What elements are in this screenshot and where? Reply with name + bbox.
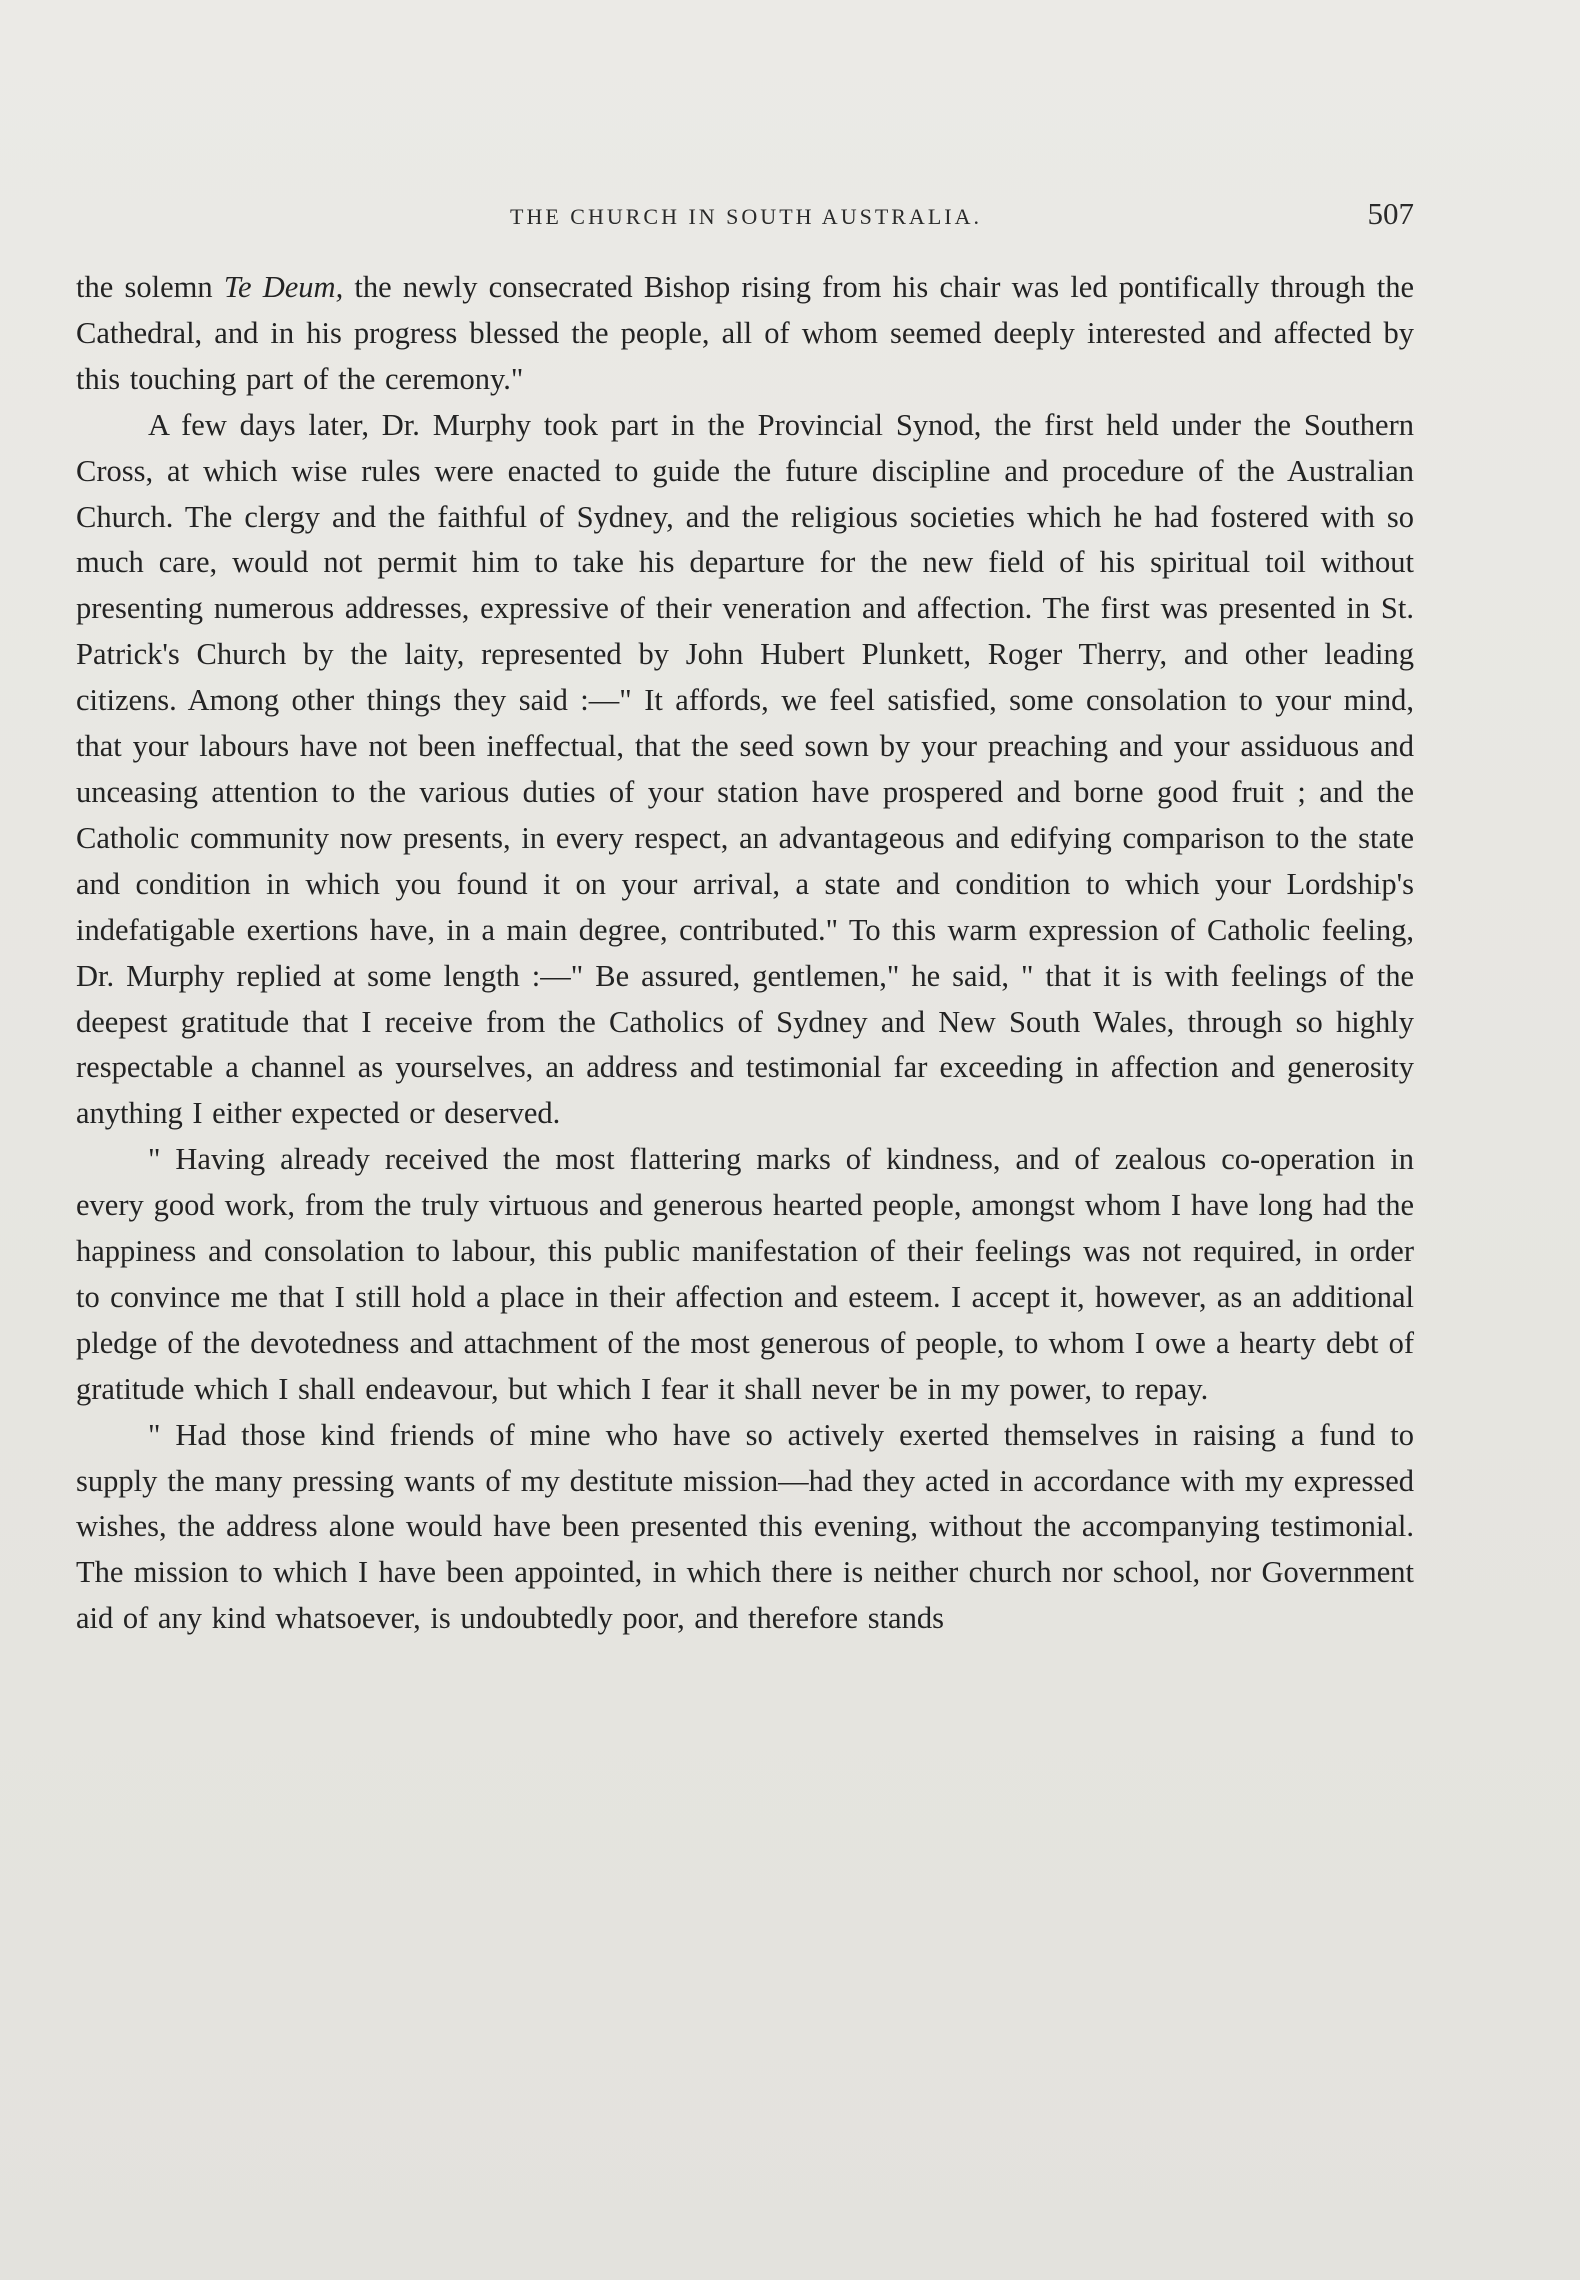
paragraph-1-italic-te-deum: Te Deum, <box>223 270 344 304</box>
paragraph-1-lead: the solemn <box>76 270 224 304</box>
page-number: 507 <box>1367 196 1414 231</box>
paragraph-3: " Having already received the most flattering marks of kindness, and of zealous co-operation in every good work, from the truly virtuous and generous hearted people, amongst whom I have long had the happiness and consolation to labour, this public manifestation of their feelings was not required, in order to convince me that I still hold a place in their affection and esteem. I accept it, however, as an additional pledge of the devotedness and attachment of the most generous of people, to whom I owe a hearty debt of gratitude which I shall endeavour, but which I fear it shall never be in my power, to repay. <box>76 1142 1414 1406</box>
paragraph-1-rest: the newly consecrated Bishop rising from his chair was led pontifically through the Cathedral, and in his progress blessed the people, all of whom seemed deeply interested and affected by this touching part of the ceremony." <box>76 270 1414 396</box>
running-title: THE CHURCH IN SOUTH AUSTRALIA. <box>510 204 982 229</box>
paragraph-4: " Had those kind friends of mine who have so actively exerted themselves in raising a fund to supply the many pressing wants of my destitute mission—had they acted in accordance with my expressed wishes, the address alone would have been presented this evening, without the accompanying testimonial. The mission to which I have been appointed, in which there is neither church nor school, nor Government aid of any kind whatsoever, is undoubtedly poor, and therefore stands <box>76 1417 1414 1636</box>
body-text <box>76 265 1414 1642</box>
paragraph-1 <box>76 265 1414 403</box>
running-head <box>78 196 1414 236</box>
paragraph-2: A few days later, Dr. Murphy took part in the Provincial Synod, the first held under the Southern Cross, at which wise rules were enacted to guide the future discipline and procedure of the Australian Church. The clergy and the faithful of Sydney, and the religious societies which he had fostered with so much care, would not permit him to take his departure for the new field of his spiritual toil without presenting numerous addresses, expressive of their veneration and affection. The first was presented in St. Patrick's Church by the laity, represented by John Hubert Plunkett, Roger Therry, and other leading citizens. Among other things they said :—" It affords, we feel satisfied, some consolation to your mind, that your labours have not been ineffectual, that the seed sown by your preaching and your assiduous and unceasing attention to the various duties of your station have prospered and borne good fruit ; and the Catholic community now presents, in every respect, an advantageous and edifying comparison to the state and condition in which you found it on your arrival, a state and condition to which your Lordship's indefatigable exertions have, in a main degree, contributed." To this warm expression of Catholic feeling, Dr. Murphy replied at some length :—" Be assured, gentlemen," he said, " that it is with feelings of the deepest gratitude that I receive from the Catholics of Sydney and New South Wales, through so highly respectable a channel as yourselves, an address and testimonial far exceeding in affection and generosity anything I either expected or deserved. <box>76 407 1414 1131</box>
